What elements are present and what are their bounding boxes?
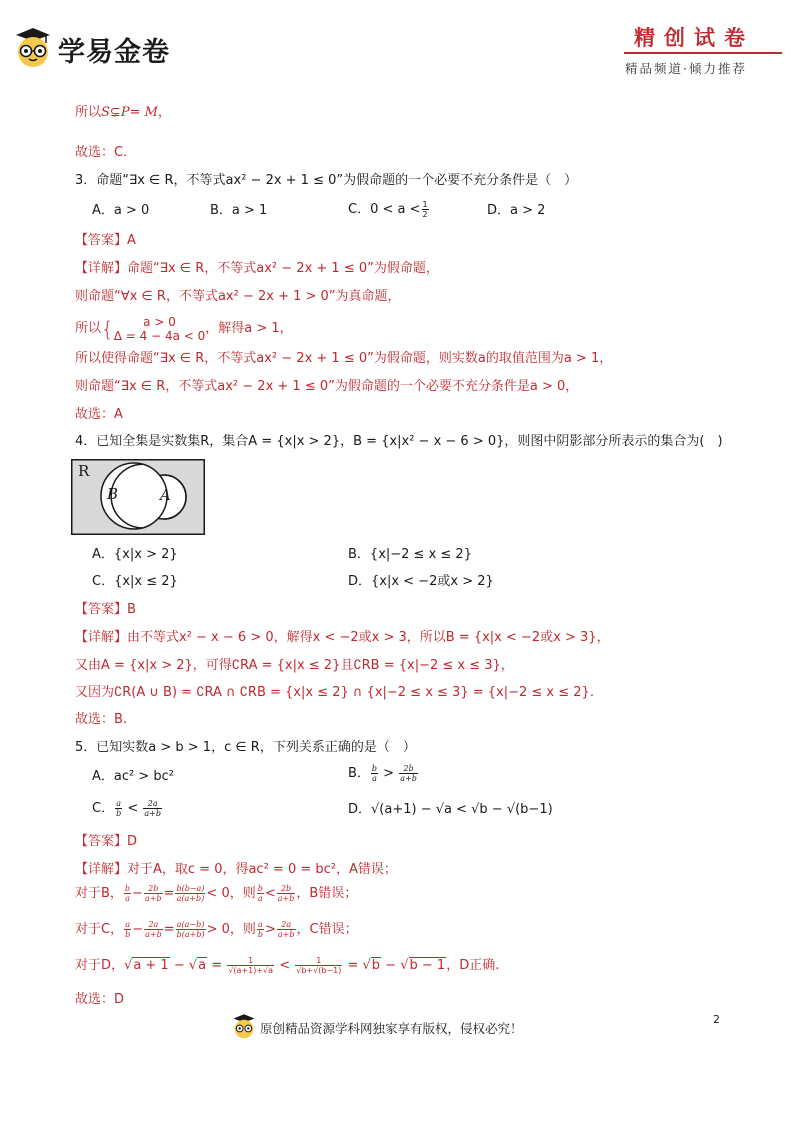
- detail-5-1: 【详解】对于A，取c = 0，得ac² = 0 = bc²，A错误；: [75, 862, 397, 877]
- option-3b: B．a > 1: [210, 203, 268, 218]
- venn-diagram: [71, 459, 205, 535]
- detail-3-4: 所以使得命题“∃x ∈ R，不等式ax² − 2x + 1 ≤ 0”为假命题，则实数a的取值范围为a > 1，: [75, 351, 613, 366]
- option-4a: A．{x|x > 2}: [92, 547, 178, 562]
- venn-label-r: R: [78, 462, 90, 480]
- header: [0, 0, 794, 80]
- answer-4: 【答案】B: [75, 602, 136, 617]
- brand-subtitle: 精品频道·倾力推荐: [625, 61, 747, 76]
- detail-4-2: 又由A = {x|x > 2}，可得∁RA = {x|x ≤ 2}且∁RB = {x|−2 ≤ x ≤ 3}，: [75, 658, 514, 673]
- detail-4-1: 【详解】由不等式x² − x − 6 > 0，解得x < −2或x > 3，所以B = {x|x < −2或x > 3}，: [75, 630, 610, 645]
- detail-3-1: 【详解】命题“∃x ∈ R，不等式ax² − 2x + 1 ≤ 0”为假命题，: [75, 261, 439, 276]
- option-4c: C．{x|x ≤ 2}: [92, 574, 178, 589]
- detail-5-4: 对于D，√a + 1 − √a = $\frac{1}{√(a+1)+√a}$ < $\frac{1}{√b+√(b-1)}$ = √b − √b − 1，D正确.: [75, 956, 500, 975]
- option-3c: C．0 < a < $\frac{1}{2}$: [348, 200, 428, 219]
- venn-label-b: B: [107, 485, 119, 503]
- detail-3-3: 所以{ a > 0 Δ = 4 − 4a < 0 ，解得a > 1，: [75, 315, 293, 343]
- owl-logo-icon: [12, 26, 54, 68]
- detail-5-2: 对于B， $\frac{b}{a}$ − $\frac{2b}{a+b}$ = $\frac{b(b-a)}{a(a+b)}$ < 0，则 $\frac{b}{a}$ < $\frac{2b}{a+b}$ ，B错误；: [75, 884, 358, 903]
- venn-label-a: A: [160, 486, 171, 504]
- text-line: 所以S⊊P= M，: [75, 105, 171, 120]
- footer-copyright: 原创精品资源学科网独家享有版权，侵权必究！: [260, 1021, 523, 1036]
- detail-4-4: 故选：B.: [75, 712, 128, 727]
- footer-owl-icon: [231, 1013, 257, 1039]
- detail-5-3: 对于C， $\frac{a}{b}$ − $\frac{2a}{a+b}$ = $\frac{a(a-b)}{b(a+b)}$ > 0，则 $\frac{a}{b}$ > $\frac{2a}{a+b}$ ，C错误；: [75, 920, 358, 939]
- question-5: 5．已知实数a > b > 1，c ∈ R，下列关系正确的是（ ）: [75, 740, 416, 755]
- option-3d: D．a > 2: [487, 203, 546, 218]
- question-4: 4．已知全集是实数集R，集合A = {x|x > 2}，B = {x|x² − x − 6 > 0}，则图中阴影部分所表示的集合为( ): [75, 434, 723, 449]
- brand-divider: [624, 52, 782, 54]
- detail-3-2: 则命题“∀x ∈ R，不等式ax² − 2x + 1 > 0”为真命题，: [75, 289, 401, 304]
- answer-5: 【答案】D: [75, 834, 138, 849]
- detail-4-3: 又因为∁R(A ∪ B) = ∁RA ∩ ∁RB = {x|x ≤ 2} ∩ {x|−2 ≤ x ≤ 3} = {x|−2 ≤ x ≤ 2}.: [75, 685, 594, 700]
- detail-3-5: 则命题“∃x ∈ R，不等式ax² − 2x + 1 ≤ 0”为假命题的一个必要不充分条件是a > 0，: [75, 379, 579, 394]
- option-5d: D．√(a+1) − √a < √b − √(b−1): [348, 802, 553, 817]
- detail-3-6: 故选：A: [75, 407, 123, 422]
- option-3a: A．a > 0: [92, 203, 150, 218]
- logo-text: 学易金卷: [58, 37, 170, 68]
- option-5b: B． $\frac{b}{a}$ > $\frac{2b}{a+b}$: [348, 764, 417, 783]
- text-line: 故选：C.: [75, 145, 128, 160]
- option-4d: D．{x|x < −2或x > 2}: [348, 574, 494, 589]
- answer-3: 【答案】A: [75, 233, 136, 248]
- option-5a: A．ac² > bc²: [92, 769, 174, 784]
- brand-title: 精创试卷: [634, 25, 754, 50]
- question-3: 3．命题“∃x ∈ R，不等式ax² − 2x + 1 ≤ 0”为假命题的一个必要不充分条件是（ ）: [75, 173, 578, 188]
- option-5c: C． $\frac{a}{b}$ < $\frac{2a}{a+b}$: [92, 799, 161, 818]
- option-4b: B．{x|−2 ≤ x ≤ 2}: [348, 547, 472, 562]
- detail-5-5: 故选：D: [75, 992, 125, 1007]
- page-number: 2: [713, 1013, 720, 1026]
